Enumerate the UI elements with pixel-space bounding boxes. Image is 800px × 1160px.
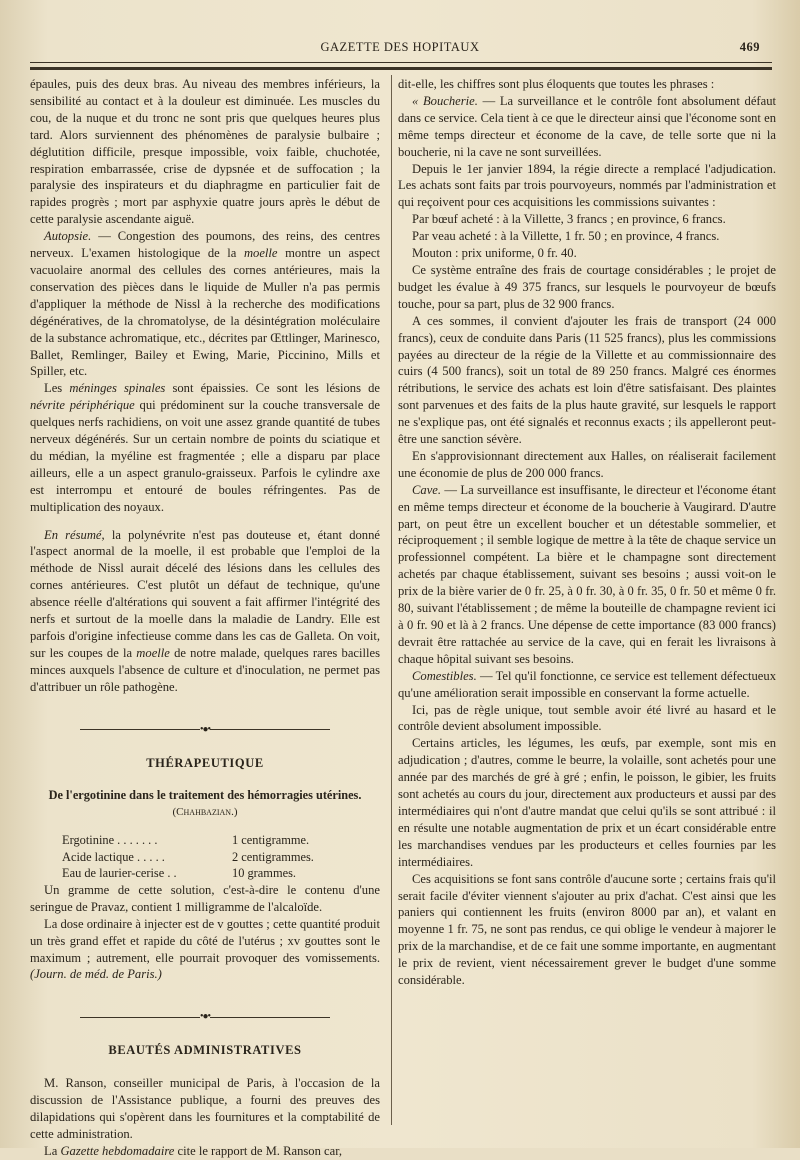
text-run: — Tel qu'il fonctionne, ce service est tellement défectueux qu'une amélioration serait impossible en conservant la forme actuelle.	[398, 668, 776, 700]
text-run: — Congestion des poumons, des reins, des centres nerveux. L'examen histologique de la	[30, 229, 380, 261]
prescription-row	[62, 865, 380, 882]
paragraph	[30, 916, 380, 984]
page-number: 469	[739, 40, 760, 54]
run-in-heading: Cave.	[412, 482, 442, 497]
text-run: cite le rapport de M. Ranson car,	[174, 1143, 343, 1158]
right-column	[398, 76, 776, 989]
prescription-row	[62, 849, 380, 866]
paragraph	[30, 228, 380, 380]
column-divider	[391, 75, 392, 1125]
text-run: La	[44, 1143, 61, 1158]
italic-term: névrite périphérique	[30, 398, 135, 413]
paragraph: épaules, puis des deux bras. Au niveau des membres inférieurs, la sensibilité au contact et à la douleur est diminuée. Les muscles du cou, de la nuque et du tronc ne sont pris que quelques heures plus tard. Alors surviennent des phénomènes de paralysie bulbaire ; déglutition difficile, presque impossible, voix faible, chuchotée, respiration embarrassée, crise de dypsnée et de suffocation ; la paralysie des inspirateurs et du diaphragme en particulier fait de rapides progrès ; mort par asphyxie quatre jours après le début de cette paralysie ascendante aiguë.	[30, 77, 380, 227]
paragraph	[30, 527, 380, 696]
ingredient: Ergotinine . . . . . . .	[62, 833, 158, 848]
run-in-heading: « Boucherie.	[412, 93, 478, 108]
paragraph: A ces sommes, il convient d'ajouter les frais de transport (24 000 francs), ceux de conduite dans Paris (11 525 francs), plus les commissions payées au directeur de la régie de la Villette et au commissionnaire des cuirs (4 500 francs), soit un total de 89 250 francs. Malgré ces énormes rétributions, le service des achats est loin d'être satisfaisant. Des plaintes sont parvenues et des faits de la plus haute gravité, sur lesquels le rapport ne s'explique pas, ont été signalés et reconnus exacts ; ils appelleront peut-être une sanction sévère.	[398, 313, 776, 447]
text-run: montre un aspect vacuolaire anormal des cellules des cornes antérieures, mais la conservation des pièces dans le liquide de Muller n'a pas permis d'appliquer la méthode de Nissl à la recherche des modifications dégénératives, de la chromatolyse, de la désintégration moléculaire de la substance achromatique, etc., décrites par Œttlinger, Marinesco, Ballet, Remlinger, Bailey et Ewing, Marie, Piccinino, Mills et Spiller, etc.	[30, 246, 380, 379]
page-header	[30, 38, 770, 58]
prescription	[62, 832, 380, 882]
paragraph: Un gramme de cette solution, c'est-à-dire le contenu d'une seringue de Pravaz, contient 1 milligramme de l'alcaloïde.	[30, 882, 380, 914]
journal-title: GAZETTE DES HOPITAUX	[320, 40, 480, 54]
paragraph: Par veau acheté : à la Villette, 1 fr. 50 ; en province, 4 francs.	[412, 229, 720, 244]
text-run: sont épaissies. Ce sont les lésions de	[165, 381, 380, 396]
paragraph: Certains articles, les légumes, les œufs, par exemple, sont mis en adjudication ; d'autres, comme le beurre, la volaille, sont achetés pour une année par des marchés de gré à gré ; enfin, le poisson, le gibier, les fruits sont achetés au cours du jour, directement aux producteurs et aussi par des intermédiaires qui n'ont d'autre mandat que celui qu'ils se sont attribué : il en résulte une notable augmentation de prix et un écart considérable entre les marchandises vendues par les producteurs et celles fournies par les intermédiaires.	[398, 736, 776, 869]
paragraph: Ce système entraîne des frais de courtage considérables ; le projet de budget les évalue à 49 375 francs, sur lesquels le pourvoyeur de bœufs touche, pour sa part, plus de 32 900 francs.	[398, 262, 776, 311]
header-rule-thick	[30, 67, 772, 70]
run-in-heading: Comestibles.	[412, 668, 477, 683]
paragraph: En s'approvisionnant directement aux Halles, on réaliserait facilement une économie de plus de 200 000 francs.	[398, 448, 776, 480]
quantity: 2 centigrammes.	[232, 849, 314, 864]
text-run: Les	[44, 381, 70, 396]
italic-term: moelle	[136, 645, 170, 660]
citation: (Journ. de méd. de Paris.)	[30, 967, 162, 982]
paragraph	[398, 93, 776, 161]
text-run: la polynévrite n'est pas douteuse et, étant donné l'aspect anormal de la moelle, il est probable que l'emploi de la méthode de Nissl aurait décelé des lésions dans les cellules des cornes antérieures. C'est plutôt un défaut de technique, qu'une absence réelle d'altérations qui souvent a fait affirmer l'intégrité des nerfs et surtout de la moelle dans la maladie de Landry. Elle est parfois d'origine infectieuse comme dans les cas de Galleta. On voit, sur les coupes de la	[30, 527, 380, 660]
paragraph	[398, 668, 776, 702]
ingredient: Eau de laurier-cerise . .	[62, 866, 177, 881]
paragraph: Par bœuf acheté : à la Villette, 3 francs ; en province, 6 francs.	[412, 212, 726, 227]
paragraph: Ici, pas de règle unique, tout semble avoir été livré au hasard et le contrôle devient absolument impossible.	[398, 702, 776, 734]
header-rule-thin	[30, 62, 772, 63]
quantity: 10 grammes.	[232, 866, 297, 881]
section-heading: THÉRAPEUTIQUE	[146, 755, 264, 770]
paragraph: Depuis le 1er janvier 1894, la régie directe a remplacé l'adjudication. Les achats sont faits par trois pourvoyeurs, nommés par l'administration et qui reçoivent pour ces acquisitions les commissions suivantes :	[398, 161, 776, 210]
article-title-text: De l'ergotinine dans le traitement des hémorragies utérines.	[48, 788, 362, 803]
paragraph	[30, 1143, 380, 1160]
prescription-row	[62, 832, 380, 849]
paragraph: M. Ranson, conseiller municipal de Paris, à l'occasion de la discussion de l'Assistance publique, a fourni des preuves des dilapidations qui s'opèrent dans les fournitures et la comptabilité de cette administration.	[30, 1076, 380, 1141]
paragraph: dit-elle, les chiffres sont plus éloquents que toutes les phrases :	[398, 77, 715, 91]
italic-term: Gazette hebdomadaire	[60, 1143, 175, 1158]
paragraph: Ces acquisitions se font sans contrôle d'aucune sorte ; certains frais qu'il serait facile d'éviter viennent s'ajouter au prix d'achat. C'est ainsi que les paniers qui contiennent les fruits (environ 8000 par an), et valant en moyenne 1 fr. 75, ne sont pas rendus, ce qui oblige le vendeur à majorer le prix de la marchandise, et de ce fait une somme importante, en augmentant le prix de revient, vient nécessairement grever le budget d'une somme considérable.	[398, 871, 776, 988]
text-run: de notre malade, quelques rares bacilles minces auxquels l'absence de culture et d'inoculation, ne permet pas d'attribuer un rôle pathogène.	[30, 645, 380, 694]
article-title	[30, 787, 380, 820]
section-separator: •●•	[30, 1009, 380, 1026]
text-run: qui prédominent sur la couche transversale de quelques nerfs rachidiens, on voit une assez grande quantité de tubes nerveux dégénérés. Sur un certain nombre de points du sciatique et du médian, la myéline est fragmentée ; elle a disparu par place ailleurs, elle a un aspect granulo-graisseux. Parfois le cylindre axe est interrompu et entouré de boules réfringentes. Pas de multiplication des noyaux.	[30, 398, 380, 514]
left-column	[30, 76, 380, 1160]
section-separator: •●•	[30, 722, 380, 739]
article-author: (Chahbazian.)	[172, 806, 238, 819]
text-run: — La surveillance est insuffisante, le directeur et l'économe étant en même temps directeur et économe de la boucherie à Vaugirard. D'autre part, on peut être un excellent boucher et un détestable sommelier, et réciproquement ; il semble logique de mettre à la tête de chaque service un professionnel compétent. La bière et le champagne sont directement achetés par chaque établissement, suivant ses besoins ; aussi voit-on le prix de la bière varier de 0 fr. 25, à 0 fr. 30, à 0 fr. 35, 0 fr. 50 et même 0 fr. 80, suivant l'établissement ; de même la bouteille de champagne revient ici à 0 fr. 90 et là à 2 francs. Une dépense de cette importance (83 000 francs) devrait être rattachée au service de la cave, qui en ferait les livraisons à chaque hôpital suivant ses besoins.	[398, 482, 776, 666]
quantity: 1 centigramme.	[232, 833, 310, 848]
section-heading: BEAUTÉS ADMINISTRATIVES	[108, 1043, 302, 1058]
ingredient: Acide lactique . . . . .	[62, 849, 165, 864]
text-run: — La surveillance et le contrôle font absolument défaut dans ce service. Cela tient à ce que le directeur ainsi que l'économe sont en même temps directeur et économe de la cave, de telle sorte que ni la boucherie, ni la cave ne sont surveillées.	[398, 93, 776, 159]
paragraph: Mouton : prix uniforme, 0 fr. 40.	[412, 246, 577, 261]
paragraph	[398, 482, 776, 668]
text-run: La dose ordinaire à injecter est de v gouttes ; cette quantité produit un très grand effet et rapide du côté de l'utérus ; xv gouttes sont le maximum ; autrement, elle pourrait provoquer des vomissements.	[30, 916, 380, 965]
italic-term: moelle	[243, 246, 278, 261]
run-in-heading: En résumé,	[44, 527, 105, 542]
paragraph	[30, 380, 380, 515]
run-in-heading: Autopsie.	[44, 229, 92, 244]
italic-term: méninges spinales	[69, 381, 166, 396]
